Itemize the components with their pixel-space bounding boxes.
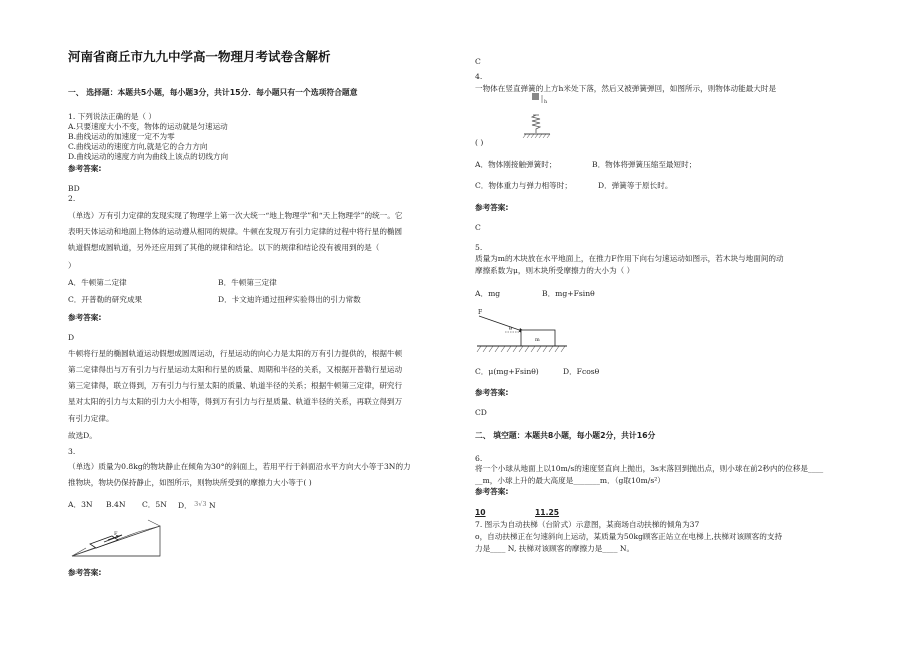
q4-reference-label: 参考答案: xyxy=(475,203,509,212)
prev-answer: C xyxy=(475,57,481,66)
q6-line-1: 将一个小球从地面上以10m/s的速度竖直向上抛出，3s末落回到抛出点，则小球在前2秒内的位移是____ xyxy=(475,464,824,473)
push-force-label: F xyxy=(478,309,483,316)
q3-number: 3. xyxy=(68,447,76,456)
push-force-line xyxy=(479,316,525,332)
q2-explain-3: 第三定律得，联立得到，万有引力与行星太阳的质量、轨道半径的关系；根据牛顿第三定律，研究行 xyxy=(68,381,403,390)
q6-line-2: __m，小球上升的最大高度是_______m．（g取10m/s²） xyxy=(475,476,665,485)
q2-number: 2. xyxy=(68,194,76,203)
push-block-figure xyxy=(475,306,570,360)
q2-line-3: 轨道假想成圆轨道，另外还应用到了其他的规律和结论。以下的规律和结论没有被用到的是（ xyxy=(68,243,380,252)
q4-stem: 一物体在竖直弹簧的上方h米处下落，然后又被弹簧弹回，如图所示，则物体动能最大时是 xyxy=(475,84,777,93)
q6-number: 6. xyxy=(475,454,483,463)
q3-line-1: （单选）质量为0.8kg的物块静止在倾角为30°的斜面上，若用平行于斜面沿水平方向大小等于3N的力 xyxy=(68,462,411,471)
falling-object xyxy=(532,93,539,100)
push-angle-label: θ xyxy=(509,326,513,332)
q1-option-c: C.曲线运动的速度方向,就是它的合力方向 xyxy=(68,142,208,151)
q2-option-d: D．卡文迪许通过扭秤实验得出的引力常数 xyxy=(218,295,361,304)
q5-option-a: A．mg xyxy=(475,289,501,298)
q2-explain-4: 星对太阳的引力与太阳的引力大小相等，得到万有引力与行星质量、轨道半径的关系，再联立得到万 xyxy=(68,397,403,406)
q2-line-1: （单选）万有引力定律的发现实现了物理学上第一次大统一“地上物理学”和“天上物理学”的统一。它 xyxy=(68,211,403,220)
q3-reference-label: 参考答案: xyxy=(68,568,102,577)
section-2-heading: 二、 填空题：本题共8小题，每小题2分，共计16分 xyxy=(475,431,656,440)
q3-option-d-label: D． xyxy=(178,501,192,510)
page-title: 河南省商丘市九九中学高一物理月考试卷含解析 xyxy=(68,49,331,64)
q1-reference-label: 参考答案: xyxy=(68,164,102,173)
q2-option-c: C．开普勒的研究成果 xyxy=(68,295,143,304)
q4-number: 4. xyxy=(475,72,483,81)
section-1-heading: 一、 选择题：本题共5小题，每小题3分，共计15分．每小题只有一个选项符合题意 xyxy=(68,88,358,97)
q3-line-2: 推物块，物块仍保持静止，如图所示，则物块所受到的摩擦力大小等于( ) xyxy=(68,478,312,487)
q3-option-d xyxy=(178,500,216,510)
q3-option-d-unit: N xyxy=(208,501,216,510)
q5-option-c: C．μ(mg+Fsinθ) xyxy=(475,367,539,376)
q2-reference-label: 参考答案: xyxy=(68,313,102,322)
q4-answer: C xyxy=(475,223,481,232)
q7-line-1: 7. 图示为自动扶梯（台阶式）示意图，某商场自动扶梯的倾角为37 xyxy=(475,520,700,529)
spring xyxy=(532,115,540,133)
q5-answer: CD xyxy=(475,408,487,417)
q3-option-c: C．5N xyxy=(142,500,167,509)
q2-answer: D xyxy=(68,333,75,342)
q3-option-b: B.4N xyxy=(106,500,126,509)
q5-line-2: 摩擦系数为μ，则木块所受摩擦力的大小为（ ） xyxy=(475,266,635,275)
q4-option-a: A．物体刚接触弹簧时； xyxy=(475,160,557,169)
q6-reference-label: 参考答案: xyxy=(475,487,509,496)
incline-force-label: F xyxy=(114,531,118,537)
q6-answer-2: 11.25 xyxy=(535,508,560,517)
q4-option-b: B．物体将弹簧压缩至最短时； xyxy=(592,160,697,169)
q1-answer: BD xyxy=(68,184,80,193)
block-mass-label: m xyxy=(535,337,540,343)
q5-option-b: B．mg+Fsinθ xyxy=(542,289,595,298)
q2-line-4: ） xyxy=(68,261,76,270)
q1-option-d: D.曲线运动的速度方向为曲线上该点的切线方向 xyxy=(68,152,229,161)
q2-explain-2: 第二定律得出与万有引力与行星运动太阳和行星的质量、周期和半径的关系，又根据开普勒行星运动 xyxy=(68,365,403,374)
spring-figure xyxy=(520,93,560,143)
q2-explain-1: 牛顿将行星的椭圆轨道运动假想成圆周运动，行星运动的向心力是太阳的万有引力提供的，根据牛顿 xyxy=(68,349,403,358)
q7-line-3: 力是____ N, 扶梯对该顾客的摩擦力是____ N。 xyxy=(475,544,635,553)
q1-option-a: A.只要速度大小不变，物体的运动就是匀速运动 xyxy=(68,122,228,131)
q5-option-d: D．Fcosθ xyxy=(563,367,600,376)
q5-reference-label: 参考答案: xyxy=(475,388,509,397)
q4-option-d: D．弹簧等于原长时。 xyxy=(598,181,673,190)
q2-conclusion: 故选D。 xyxy=(68,431,97,440)
q6-answer-1: 10 xyxy=(475,508,486,517)
spring-height-label: h xyxy=(544,99,548,105)
q3-option-a: A．3N xyxy=(68,500,93,509)
incline-figure xyxy=(68,518,164,560)
q4-option-c: C．物体重力与弹力相等时； xyxy=(475,181,572,190)
q3-option-d-expr: 3√3 xyxy=(194,500,207,508)
q2-option-b: B．牛顿第三定律 xyxy=(218,278,277,287)
q1-stem: 1. 下列说法正确的是（ ） xyxy=(68,112,157,121)
q4-paren: ( ) xyxy=(475,138,484,147)
q5-number: 5. xyxy=(475,243,483,252)
q2-option-a: A．牛顿第二定律 xyxy=(68,278,127,287)
q7-line-2: o，自动扶梯正在匀速斜向上运动，某质量为50kg顾客正站立在电梯上,扶梯对该顾客的支持 xyxy=(475,532,783,541)
q2-line-2: 表明天体运动和地面上物体的运动遵从相同的规律。牛顿在发现万有引力定律的过程中将行星的椭圆 xyxy=(68,227,403,236)
q5-line-1: 质量为m的木块放在水平地面上，在推力F作用下向右匀速运动如图示，若木块与地面间的动 xyxy=(475,254,784,263)
q2-explain-5: 有引力定律。 xyxy=(68,414,114,423)
q1-option-b: B.曲线运动的加速度一定不为零 xyxy=(68,132,175,141)
